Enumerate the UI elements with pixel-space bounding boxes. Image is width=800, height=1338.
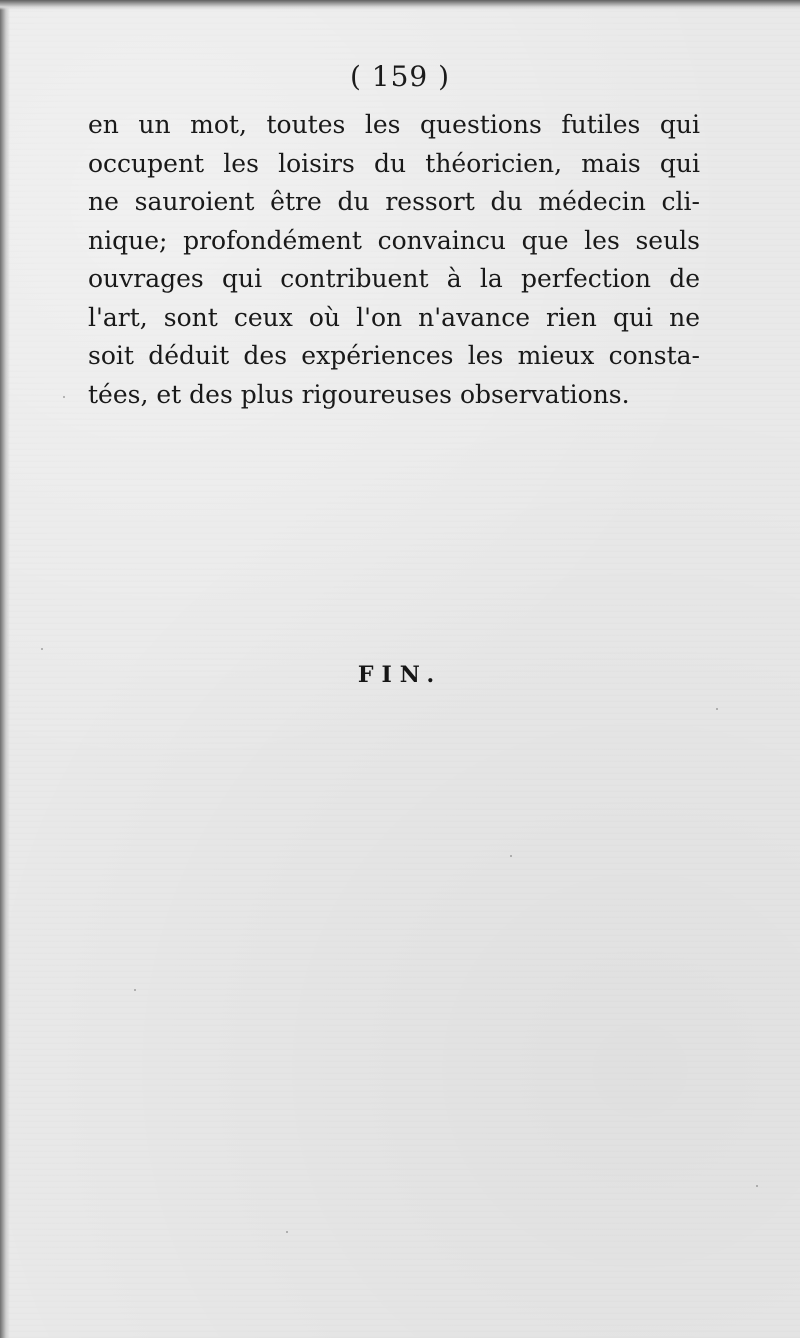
text-line-4: nique; profondément convaincu que les seuls — [88, 225, 700, 255]
paper-speck — [134, 989, 136, 991]
text-line-6: l'art, sont ceux où l'on n'avance rien qui ne — [88, 302, 700, 332]
paper-speck — [756, 1185, 758, 1187]
paper-speck — [286, 1231, 288, 1233]
page-edge-shadow-top — [0, 0, 800, 10]
text-line-2: occupent les loisirs du théoricien, mais qui — [88, 148, 700, 178]
paper-speck — [41, 648, 43, 650]
body-text — [88, 106, 700, 414]
text-line-5: ouvrages qui contribuent à la perfection de — [88, 264, 700, 293]
text-line-1: en un mot, toutes les questions futiles qui — [88, 110, 700, 139]
text-line-8: tées, et des plus rigoureuses observations. — [88, 379, 630, 409]
page-number: ( 159 ) — [349, 60, 451, 93]
end-mark: FIN. — [357, 662, 443, 688]
paper-speck — [510, 855, 512, 857]
paper-speck — [63, 396, 65, 398]
text-line-7: soit déduit des expériences les mieux consta- — [88, 341, 700, 370]
text-line-3: ne sauroient être du ressort du médecin cli- — [88, 187, 700, 216]
paper-speck — [716, 708, 718, 710]
